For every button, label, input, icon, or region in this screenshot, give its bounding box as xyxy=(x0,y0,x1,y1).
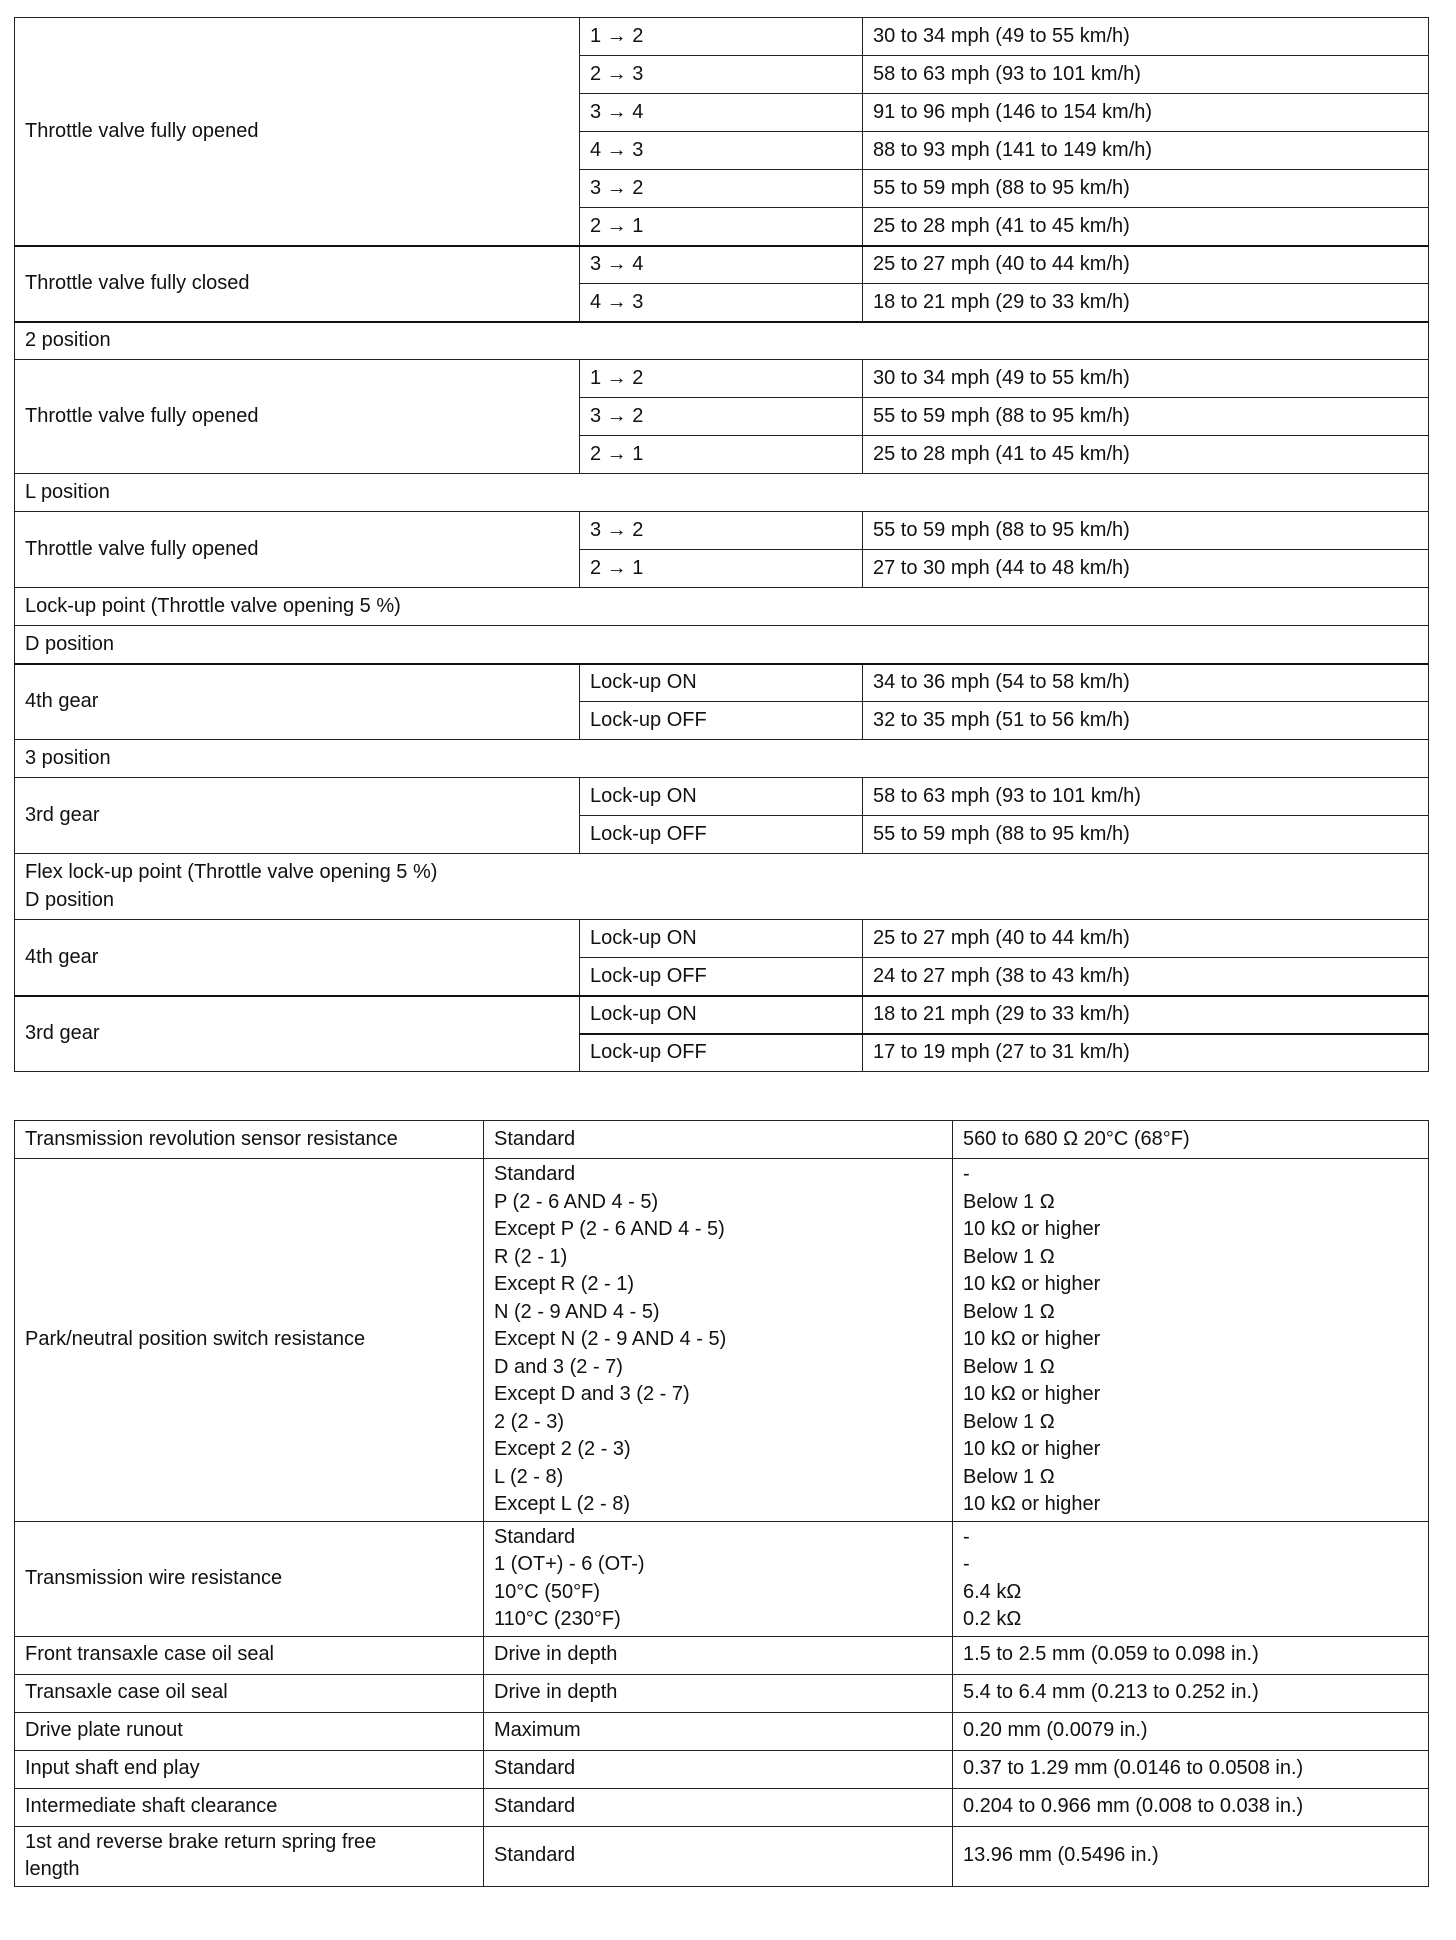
section-heading: L position xyxy=(15,474,1429,512)
value-cell: 13.96 mm (0.5496 in.) xyxy=(953,1826,1429,1886)
shift-cell: 1 → 2 xyxy=(580,360,863,398)
section-heading-line: D position xyxy=(25,888,114,911)
item-cell: Front transaxle case oil seal xyxy=(15,1636,484,1674)
value-line: 10 kΩ or higher xyxy=(963,1273,1101,1295)
item-line: 1st and reverse brake return spring free xyxy=(25,1830,377,1853)
section-heading xyxy=(15,854,1429,920)
shift-cell: 3 → 2 xyxy=(580,512,863,550)
condition-line: D and 3 (2 - 7) xyxy=(494,1355,623,1378)
value-line: Below 1 Ω xyxy=(963,1190,1055,1213)
shift-cell: 4 → 3 xyxy=(580,132,863,170)
section-heading-line: Flex lock-up point (Throttle valve opening 5 %) xyxy=(25,861,438,883)
condition-line: Except D and 3 (2 - 7) xyxy=(494,1383,690,1405)
lockup-cell: Lock-up OFF xyxy=(580,958,863,996)
table-row xyxy=(15,1826,1429,1886)
condition-line: L (2 - 8) xyxy=(494,1465,564,1488)
condition-line: Except 2 (2 - 3) xyxy=(494,1438,631,1460)
table-row xyxy=(15,1121,1429,1159)
value-line: 6.4 kΩ xyxy=(963,1580,1022,1603)
speed-cell: 17 to 19 mph (27 to 31 km/h) xyxy=(863,1034,1429,1072)
condition-line: Except N (2 - 9 AND 4 - 5) xyxy=(494,1328,727,1350)
lockup-cell: Lock-up ON xyxy=(580,778,863,816)
value-cell: 1.5 to 2.5 mm (0.059 to 0.098 in.) xyxy=(953,1636,1429,1674)
item-cell: Transmission wire resistance xyxy=(15,1521,484,1636)
speed-cell: 25 to 27 mph (40 to 44 km/h) xyxy=(863,920,1429,958)
value-line: 10 kΩ or higher xyxy=(963,1383,1101,1405)
condition-cell: Standard xyxy=(484,1826,953,1886)
value-line: Below 1 Ω xyxy=(963,1300,1055,1323)
condition-cell: Standard xyxy=(484,1788,953,1826)
value-cell: 5.4 to 6.4 mm (0.213 to 0.252 in.) xyxy=(953,1674,1429,1712)
lockup-cell: Lock-up OFF xyxy=(580,702,863,740)
condition-cell: 3rd gear xyxy=(15,996,580,1072)
section-row xyxy=(15,626,1429,664)
value-cell: 0.37 to 1.29 mm (0.0146 to 0.0508 in.) xyxy=(953,1750,1429,1788)
speed-cell: 55 to 59 mph (88 to 95 km/h) xyxy=(863,170,1429,208)
table-row xyxy=(15,1712,1429,1750)
speed-cell: 18 to 21 mph (29 to 33 km/h) xyxy=(863,996,1429,1034)
condition-line: 10°C (50°F) xyxy=(494,1580,601,1603)
table-row xyxy=(15,1521,1429,1636)
condition-cell: Drive in depth xyxy=(484,1636,953,1674)
table-row xyxy=(15,1636,1429,1674)
value-cell: 0.20 mm (0.0079 in.) xyxy=(953,1712,1429,1750)
value-line: 10 kΩ or higher xyxy=(963,1438,1101,1460)
shift-cell: 4 → 3 xyxy=(580,284,863,322)
lockup-cell: Lock-up ON xyxy=(580,664,863,702)
condition-line: 1 (OT+) - 6 (OT-) xyxy=(494,1553,645,1575)
lockup-cell: Lock-up ON xyxy=(580,996,863,1034)
value-line: - xyxy=(963,1163,970,1185)
section-heading: D position xyxy=(15,626,1429,664)
shift-cell: 3 → 4 xyxy=(580,246,863,284)
shift-cell: 1 → 2 xyxy=(580,18,863,56)
condition-cell: 3rd gear xyxy=(15,778,580,854)
speed-cell: 27 to 30 mph (44 to 48 km/h) xyxy=(863,550,1429,588)
condition-line: R (2 - 1) xyxy=(494,1245,568,1268)
condition-cell: Throttle valve fully opened xyxy=(15,360,580,474)
table-row xyxy=(15,18,1429,56)
item-line: length xyxy=(25,1858,80,1880)
condition-cell: Throttle valve fully closed xyxy=(15,246,580,322)
value-cell xyxy=(953,1159,1429,1522)
table-row xyxy=(15,664,1429,702)
speed-cell: 58 to 63 mph (93 to 101 km/h) xyxy=(863,56,1429,94)
item-cell: Intermediate shaft clearance xyxy=(15,1788,484,1826)
condition-line: Except P (2 - 6 AND 4 - 5) xyxy=(494,1218,725,1240)
speed-cell: 25 to 28 mph (41 to 45 km/h) xyxy=(863,208,1429,246)
condition-line: 2 (2 - 3) xyxy=(494,1410,565,1433)
shift-cell: 3 → 2 xyxy=(580,170,863,208)
speed-cell: 55 to 59 mph (88 to 95 km/h) xyxy=(863,398,1429,436)
item-cell: Drive plate runout xyxy=(15,1712,484,1750)
speed-cell: 88 to 93 mph (141 to 149 km/h) xyxy=(863,132,1429,170)
value-line: 0.2 kΩ xyxy=(963,1608,1022,1630)
condition-cell xyxy=(484,1159,953,1522)
condition-cell xyxy=(484,1521,953,1636)
condition-cell: Standard xyxy=(484,1750,953,1788)
speed-cell: 30 to 34 mph (49 to 55 km/h) xyxy=(863,360,1429,398)
condition-cell: 4th gear xyxy=(15,664,580,740)
value-line: 10 kΩ or higher xyxy=(963,1328,1101,1350)
speed-cell: 55 to 59 mph (88 to 95 km/h) xyxy=(863,816,1429,854)
table-row xyxy=(15,778,1429,816)
condition-cell: Throttle valve fully opened xyxy=(15,512,580,588)
section-heading: Lock-up point (Throttle valve opening 5 %) xyxy=(15,588,1429,626)
shift-cell: 3 → 4 xyxy=(580,94,863,132)
value-line: - xyxy=(963,1553,970,1575)
section-row xyxy=(15,740,1429,778)
shift-cell: 2 → 1 xyxy=(580,436,863,474)
item-cell: Transaxle case oil seal xyxy=(15,1674,484,1712)
speed-cell: 58 to 63 mph (93 to 101 km/h) xyxy=(863,778,1429,816)
speed-cell: 25 to 28 mph (41 to 45 km/h) xyxy=(863,436,1429,474)
item-cell: Input shaft end play xyxy=(15,1750,484,1788)
condition-line: P (2 - 6 AND 4 - 5) xyxy=(494,1190,659,1213)
condition-line: Except R (2 - 1) xyxy=(494,1273,635,1295)
shift-cell: 2 → 1 xyxy=(580,208,863,246)
section-row xyxy=(15,854,1429,920)
speed-cell: 30 to 34 mph (49 to 55 km/h) xyxy=(863,18,1429,56)
condition-cell: Throttle valve fully opened xyxy=(15,18,580,246)
table-row xyxy=(15,1750,1429,1788)
table-row xyxy=(15,360,1429,398)
speed-cell: 34 to 36 mph (54 to 58 km/h) xyxy=(863,664,1429,702)
section-heading: 2 position xyxy=(15,322,1429,360)
item-cell xyxy=(15,1826,484,1886)
condition-line: Standard xyxy=(494,1525,576,1548)
shift-cell: 2 → 3 xyxy=(580,56,863,94)
condition-cell: 4th gear xyxy=(15,920,580,996)
condition-line: Except L (2 - 8) xyxy=(494,1493,630,1515)
item-cell: Transmission revolution sensor resistance xyxy=(15,1121,484,1159)
speed-cell: 91 to 96 mph (146 to 154 km/h) xyxy=(863,94,1429,132)
shift-cell: 3 → 2 xyxy=(580,398,863,436)
shift-point-table xyxy=(14,17,1429,1072)
value-line: Below 1 Ω xyxy=(963,1355,1055,1378)
lockup-cell: Lock-up OFF xyxy=(580,1034,863,1072)
section-row xyxy=(15,322,1429,360)
condition-cell: Standard xyxy=(484,1121,953,1159)
value-line: Below 1 Ω xyxy=(963,1465,1055,1488)
value-line: Below 1 Ω xyxy=(963,1245,1055,1268)
table-row xyxy=(15,996,1429,1034)
lockup-cell: Lock-up OFF xyxy=(580,816,863,854)
value-cell: 0.204 to 0.966 mm (0.008 to 0.038 in.) xyxy=(953,1788,1429,1826)
speed-cell: 32 to 35 mph (51 to 56 km/h) xyxy=(863,702,1429,740)
value-line: - xyxy=(963,1525,970,1548)
section-row xyxy=(15,474,1429,512)
item-cell: Park/neutral position switch resistance xyxy=(15,1159,484,1522)
speed-cell: 25 to 27 mph (40 to 44 km/h) xyxy=(863,246,1429,284)
table-row xyxy=(15,1159,1429,1522)
value-line: Below 1 Ω xyxy=(963,1410,1055,1433)
lockup-cell: Lock-up ON xyxy=(580,920,863,958)
speed-cell: 18 to 21 mph (29 to 33 km/h) xyxy=(863,284,1429,322)
value-line: 10 kΩ or higher xyxy=(963,1218,1101,1240)
condition-cell: Maximum xyxy=(484,1712,953,1750)
specification-table xyxy=(14,1120,1429,1887)
table-row xyxy=(15,1674,1429,1712)
section-row xyxy=(15,588,1429,626)
value-line: 10 kΩ or higher xyxy=(963,1493,1101,1515)
table-row xyxy=(15,1788,1429,1826)
speed-cell: 24 to 27 mph (38 to 43 km/h) xyxy=(863,958,1429,996)
shift-cell: 2 → 1 xyxy=(580,550,863,588)
value-cell xyxy=(953,1521,1429,1636)
speed-cell: 55 to 59 mph (88 to 95 km/h) xyxy=(863,512,1429,550)
condition-cell: Drive in depth xyxy=(484,1674,953,1712)
table-row xyxy=(15,246,1429,284)
condition-line: N (2 - 9 AND 4 - 5) xyxy=(494,1300,660,1323)
value-cell: 560 to 680 Ω 20°C (68°F) xyxy=(953,1121,1429,1159)
section-heading: 3 position xyxy=(15,740,1429,778)
table-row xyxy=(15,920,1429,958)
condition-line: 110°C (230°F) xyxy=(494,1608,621,1630)
condition-line: Standard xyxy=(494,1163,576,1185)
table-row xyxy=(15,512,1429,550)
